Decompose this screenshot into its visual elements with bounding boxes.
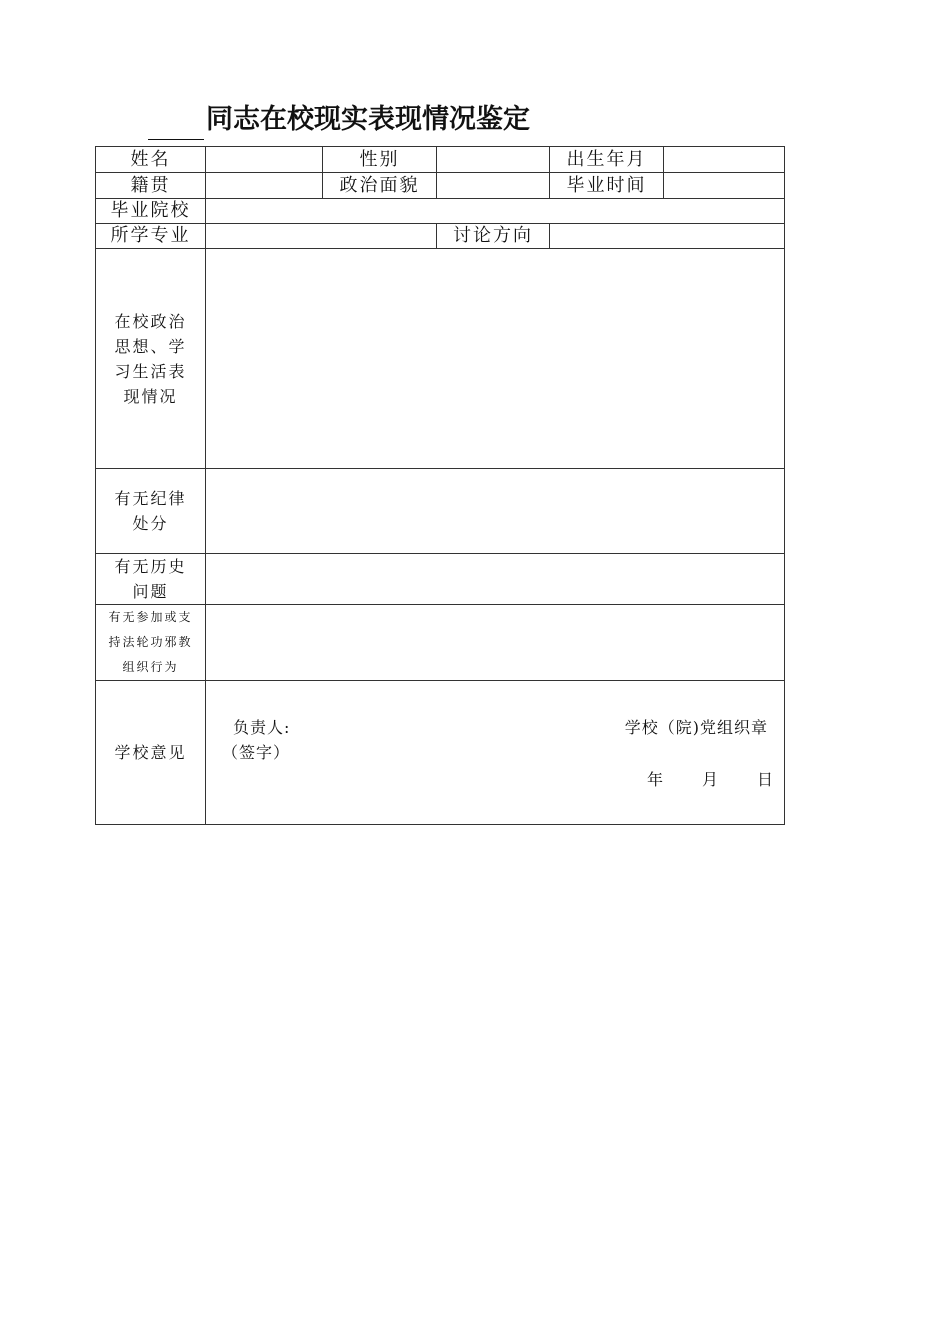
history-label: [96, 554, 206, 605]
page-title: [148, 100, 530, 140]
research-direction-label: 讨论方向: [437, 224, 550, 249]
cult-label-line: 有无参加或支: [108, 610, 193, 624]
performance-label-line: 思想、学: [114, 336, 187, 356]
school-opinion-label: 学校意见: [96, 681, 206, 825]
discipline-label: [96, 469, 206, 554]
date-day-label: 日: [756, 770, 774, 789]
date-line: [647, 767, 774, 790]
school-label: 毕业院校: [96, 199, 206, 224]
form-row-basic-1: [96, 147, 785, 173]
form-row-opinion: [96, 681, 785, 825]
form-row-history: [96, 554, 785, 605]
signature-label: （签字）: [222, 743, 291, 762]
name-field[interactable]: [206, 147, 323, 173]
history-label-line: 问题: [132, 582, 169, 601]
political-status-label: 政治面貌: [323, 173, 437, 199]
name-label: 姓名: [96, 147, 206, 173]
form-row-cult: [96, 605, 785, 681]
form-row-basic-2: [96, 173, 785, 199]
major-field[interactable]: [206, 224, 437, 249]
performance-label: [96, 249, 206, 469]
form-row-discipline: [96, 469, 785, 554]
form-row-school: [96, 199, 785, 224]
research-direction-field[interactable]: [550, 224, 785, 249]
cult-label-line: 组织行为: [122, 660, 179, 674]
performance-label-line: 在校政治: [114, 311, 187, 331]
discipline-label-line: 处分: [132, 514, 169, 533]
form-row-performance: [96, 249, 785, 469]
party-seal-label: 学校（院)党组织章: [624, 718, 768, 737]
history-field[interactable]: [206, 554, 785, 605]
date-year-label: 年: [646, 770, 664, 789]
native-place-label: 籍贯: [96, 173, 206, 199]
title-text: 同志在校现实表现情况鉴定: [206, 104, 530, 135]
performance-label-line: 现情况: [123, 386, 178, 406]
school-field[interactable]: [206, 199, 785, 224]
performance-label-line: 习生活表: [114, 361, 187, 381]
date-month-label: 月: [701, 770, 719, 789]
cult-label-line: 持法轮功邪教: [108, 635, 193, 649]
graduation-time-label: 毕业时间: [550, 173, 664, 199]
native-place-field[interactable]: [206, 173, 323, 199]
history-label-line: 有无历史: [114, 557, 187, 576]
cult-label: [96, 605, 206, 681]
name-blank-line[interactable]: [148, 105, 204, 140]
cult-field[interactable]: [206, 605, 785, 681]
school-opinion-field[interactable]: [206, 681, 785, 825]
performance-field[interactable]: [206, 249, 785, 469]
responsible-person-label: 负责人:: [233, 718, 291, 737]
gender-label: 性别: [323, 147, 437, 173]
discipline-label-line: 有无纪律: [114, 489, 187, 508]
graduation-time-field[interactable]: [664, 173, 785, 199]
political-status-field[interactable]: [437, 173, 550, 199]
discipline-field[interactable]: [206, 469, 785, 554]
major-label: 所学专业: [96, 224, 206, 249]
form-row-major: [96, 224, 785, 249]
birth-date-label: 出生年月: [550, 147, 664, 173]
appraisal-form-table: [95, 146, 785, 825]
birth-date-field[interactable]: [664, 147, 785, 173]
gender-field[interactable]: [437, 147, 550, 173]
